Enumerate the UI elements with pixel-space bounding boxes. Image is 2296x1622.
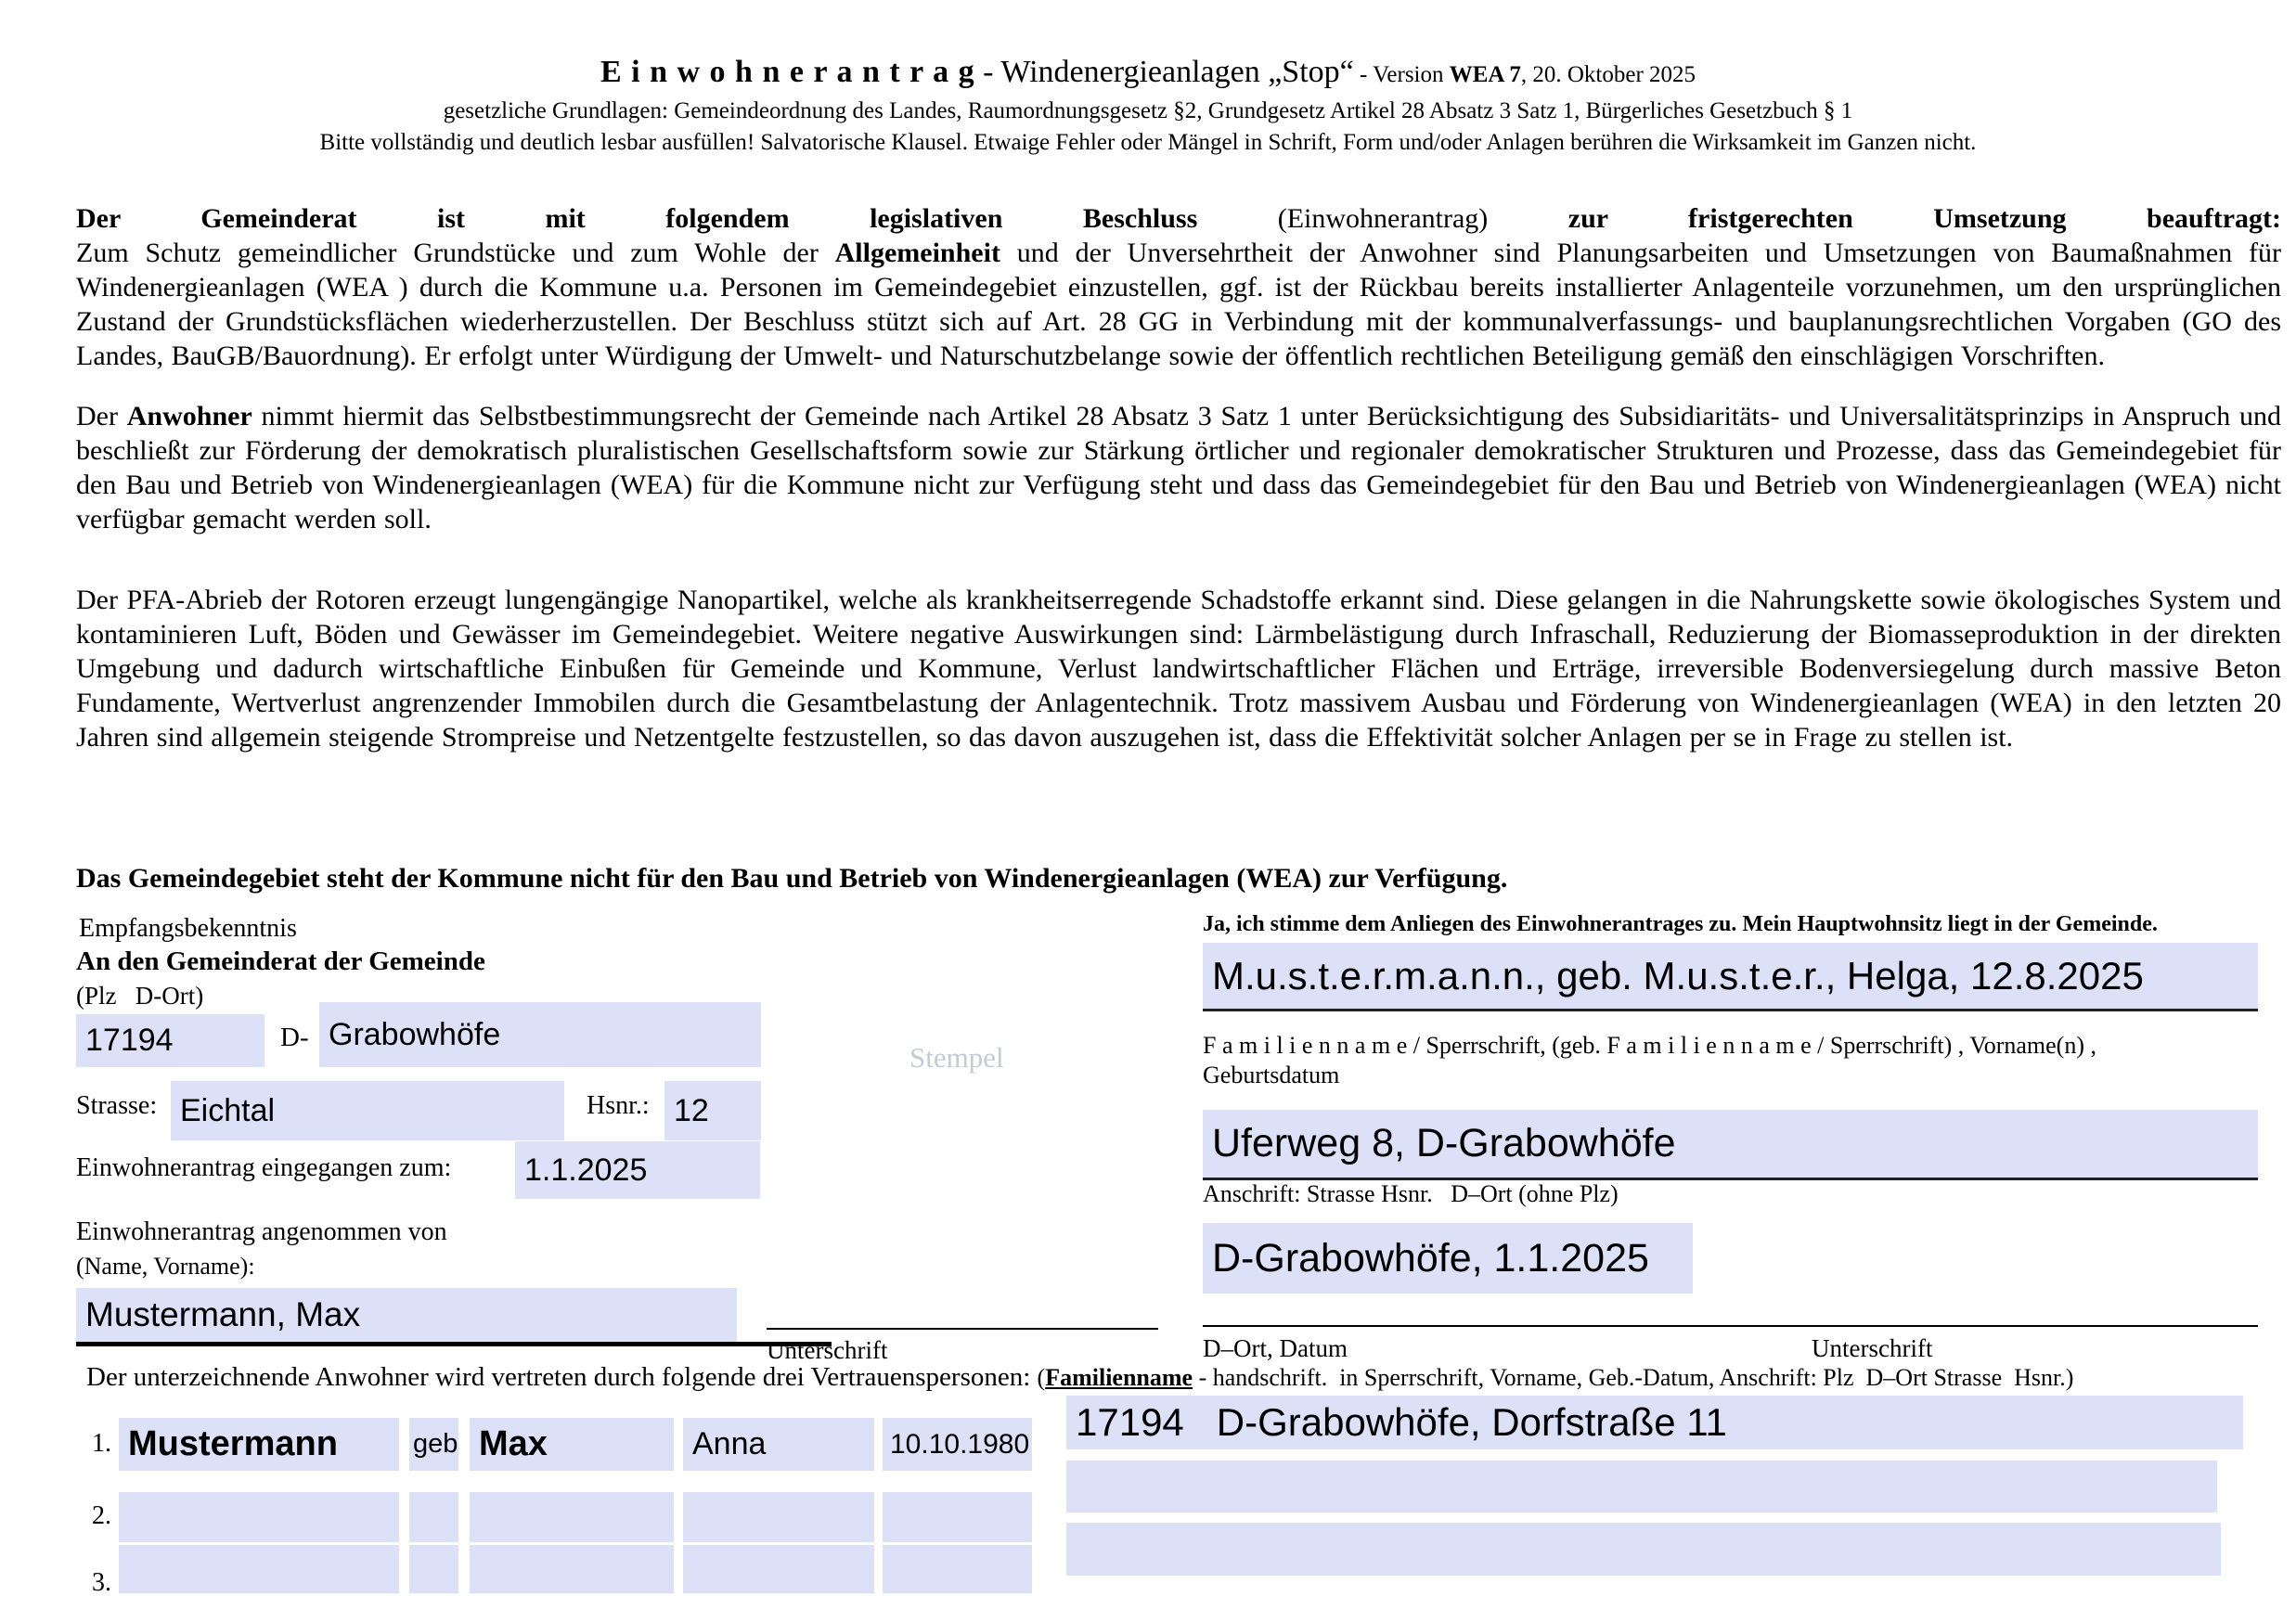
legal-basis-line: gesetzliche Grundlagen: Gemeindeordnung des Landes, Raumordnungsgesetz §2, Grundgesetz Artikel 28 Absatz 3 Satz 1, Bürgerliches Gesetzbuch § 1 (443, 98, 1853, 123)
consent-name-hint-2: Geburtsdatum (1203, 1062, 1340, 1088)
mandate-normal: (Einwohnerantrag) (1277, 203, 1489, 234)
receipt-heading: Empfangsbekenntnis (79, 914, 297, 943)
p2-text-pre: Der (76, 401, 127, 431)
right-signature-label: Unterschrift (1812, 1334, 1933, 1362)
received-date-label: Einwohnerantrag eingegangen zum: (76, 1153, 452, 1182)
p1-text-pre: Zum Schutz gemeindlicher Grundstücke und zum Wohle der (76, 238, 835, 268)
accepted-by-hint: (Name, Vorname): (76, 1253, 255, 1280)
resident-declaration-paragraph (76, 399, 2281, 536)
p2-text-bold: Anwohner (126, 401, 252, 431)
form-title (0, 52, 2296, 96)
rep-1-first-name-field[interactable] (470, 1418, 674, 1471)
fill-instructions-line: Bitte vollständig und deutlich lesbar ausfüllen! Salvatorische Klausel. Etwaige Fehler oder Mängel in Schrift, Form und/oder Anlagen berühren die Wirksamkeit im Ganzen nicht. (319, 130, 1977, 155)
rep-1-second-name-field[interactable] (683, 1418, 874, 1471)
environmental-impact-paragraph: Der PFA-Abrieb der Rotoren erzeugt lungengängige Nanopartikel, welche als krankheitserregende Schadstoffe erkannt sind. Diese gelangen in die Nahrungskette sowie ökologisches System und kontaminieren Luft, Böden und Gewässer im Gemeindegebiet. Weitere negative Auswirkungen sind: Lärmbelästigung durch Infraschall, Reduzierung der Biomasseproduktion in der direkten Umgebung und dadurch wirtschaftliche Einbußen für Gemeinde und Kommune, Verlust landwirtschaftlicher Flächen und Erträge, irreversible Bodenversiegelung durch massive Beton Fundamente, Wertverlust angrenzender Immobilen durch die Gesamtbelastung der Anlagentechnik. Trotz massivem Ausbau und Förderung von Windenergieanlagen (WEA) in den letzten 20 Jahren sind allgemein steigende Strompreise und Netzentgelte festzustellen, so das davon auszugehen ist, dass die Effektivität solcher Anlagen per se in Frage zu stellen ist. (76, 585, 2281, 753)
plz-value: 17194 (85, 1023, 174, 1058)
rep-1-geb-field[interactable] (409, 1418, 458, 1471)
rep-1-family-name-field[interactable] (119, 1418, 399, 1471)
consent-name-value: M.u.s.t.e.r.m.a.n.n., geb. M.u.s.t.e.r., Helga, 12.8.2025 (1212, 953, 2144, 998)
version-number: WEA 7 (1449, 62, 1521, 87)
title-separator: - (974, 55, 1001, 89)
consent-name-field[interactable] (1203, 943, 2258, 1011)
plz-ort-hint: (Plz D-Ort) (76, 982, 204, 1010)
rep-2-geb-field[interactable] (409, 1492, 458, 1542)
country-prefix-label: D- (280, 1023, 309, 1052)
mandate-bold-b: zur fristgerechten Umsetzung beauftragt: (1567, 203, 2281, 234)
stempel-placeholder: Stempel (909, 1041, 1004, 1074)
right-signature-line (1203, 1325, 2258, 1327)
rep-2-second-name-field[interactable] (683, 1492, 874, 1542)
representatives-intro-paren (1038, 1364, 2074, 1391)
accepted-by-field[interactable] (76, 1288, 737, 1342)
rep-1-family-name-value: Mustermann (128, 1424, 338, 1463)
consent-name-hint-1: F a m i l i e n n a m e / Sperrschrift, (geb. F a m i l i e n n a m e / Sperrschrift) , Vorname(n) , (1203, 1032, 2096, 1059)
consent-address-value: Uferweg 8, D-Grabowhöfe (1212, 1121, 1676, 1165)
rep-2-address-field[interactable] (1066, 1461, 2217, 1513)
rep-3-first-name-field[interactable] (470, 1545, 674, 1593)
familienname-bold: Familienname (1045, 1364, 1193, 1391)
rep-3-birth-date-field[interactable] (883, 1545, 1032, 1593)
consent-address-field[interactable] (1203, 1110, 2258, 1180)
strasse-field[interactable] (171, 1081, 564, 1140)
consent-statement: Ja, ich stimme dem Anliegen des Einwohnerantrages zu. Mein Hauptwohnsitz liegt in der Gemeinde. (1203, 912, 2158, 936)
plz-field[interactable] (76, 1014, 264, 1067)
version-date: , 20. Oktober 2025 (1520, 62, 1696, 87)
consent-address-hint: Anschrift: Strasse Hsnr. D–Ort (ohne Plz) (1203, 1180, 1619, 1207)
p1-text-post: und der Unversehrtheit der Anwohner sind Planungsarbeiten und Umsetzungen von Baumaßnahmen für Windenergieanlagen (WEA ) durch die Kommune u.a. Personen im Gemeindegebiet einzustellen, ggf. ist der Rückbau bereits installierter Anlagenteile vorzunehmen, um den ursprünglichen Zustand der Grundstücksflächen wiederherzustellen. Der Beschluss stützt sich auf Art. 28 GG in Verbindung mit der kommunalverfassungs- und bauplanungsrechtlichen Vorgaben (GO des Landes, BauGB/Bauordnung). Er erfolgt unter Würdigung der Umwelt- und Naturschutzbelange sowie der öffentlich rechtlichen Beteiligung gemäß den einschlägigen Vorschriften. (76, 238, 2281, 371)
rep-row-2-number: 2. (92, 1501, 111, 1530)
rep-3-address-field[interactable] (1066, 1523, 2221, 1576)
hsnr-value: 12 (674, 1092, 709, 1128)
rep-row-3-number: 3. (92, 1568, 111, 1597)
rep-1-birth-date-field[interactable] (883, 1418, 1032, 1471)
mandate-bold-a: Der Gemeinderat ist mit folgendem legislativen Beschluss (76, 203, 1198, 234)
body-text (76, 201, 2281, 754)
rep-1-second-name-value: Anna (692, 1426, 767, 1461)
rep-3-second-name-field[interactable] (683, 1545, 874, 1593)
paren-open: ( (1037, 1364, 1046, 1391)
paren-rest: - handschrift. in Sperrschrift, Vorname, Geb.-Datum, Anschrift: Plz D–Ort Strasse Hsnr.) (1193, 1364, 2074, 1391)
ort-value: Grabowhöfe (329, 1016, 501, 1052)
p1-text-bold: Allgemeinheit (834, 238, 1000, 268)
rep-2-family-name-field[interactable] (119, 1492, 399, 1542)
accepted-by-label: Einwohnerantrag angenommen von (76, 1217, 447, 1246)
representatives-intro (86, 1362, 2073, 1393)
hsnr-field[interactable] (664, 1081, 761, 1140)
addressee-label: An den Gemeinderat der Gemeinde (76, 946, 485, 976)
left-signature-label: Unterschrift (767, 1336, 888, 1364)
council-mandate-intro-line (76, 201, 2281, 236)
version-prefix: - Version (1353, 62, 1450, 87)
consent-place-date-value: D-Grabowhöfe, 1.1.2025 (1212, 1235, 1649, 1281)
form-title-main: E i n w o h n e r a n t r a g (600, 55, 975, 89)
strasse-label: Strasse: (76, 1091, 158, 1120)
left-signature-line (767, 1328, 1158, 1330)
form-header (0, 52, 2296, 159)
rep-1-first-name-value: Max (479, 1424, 548, 1463)
statement-heading: Das Gemeindegebiet steht der Kommune nicht für den Bau und Betrieb von Windenergieanlagen (WEA) zur Verfügung. (76, 863, 1508, 894)
ort-field[interactable] (319, 1002, 761, 1067)
council-mandate-paragraph (76, 236, 2281, 373)
rep-3-family-name-field[interactable] (119, 1545, 399, 1593)
rep-1-geb-value: geb (413, 1429, 458, 1459)
accepted-by-value: Mustermann, Max (85, 1295, 361, 1333)
rep-1-address-value: 17194 D-Grabowhöfe, Dorfstraße 11 (1076, 1400, 1727, 1444)
received-date-field[interactable] (515, 1141, 760, 1199)
rep-1-birth-date-value: 10.10.1980 (890, 1428, 1030, 1460)
rep-1-address-field[interactable] (1066, 1396, 2243, 1449)
p2-text-post: nimmt hiermit das Selbstbestimmungsrecht der Gemeinde nach Artikel 28 Absatz 3 Satz 1 unter Berücksichtigung des Subsidiaritäts- und Universalitätsprinzips in Anspruch und beschließt zur Förderung der demokratisch pluralistischen Gesellschaftsform sowie zur Stärkung örtlicher und regionaler demokratischer Strukturen und Prozesse, dass das Gemeindegebiet für den Bau und Betrieb von Windenergieanlagen (WEA) für die Kommune nicht zur Verfügung steht und dass das Gemeindegebiet für den Bau und Betrieb von Windenergieanlagen (WEA) nicht verfügbar gemacht werden soll. (76, 401, 2281, 534)
rep-row-1-number: 1. (92, 1429, 111, 1458)
rep-2-birth-date-field[interactable] (883, 1492, 1032, 1542)
representatives-intro-text: Der unterzeichnende Anwohner wird vertreten durch folgende drei Vertrauenspersonen: (86, 1362, 1038, 1392)
hsnr-label: Hsnr.: (587, 1091, 650, 1120)
received-date-value: 1.1.2025 (524, 1152, 648, 1188)
consent-place-date-field[interactable] (1203, 1223, 1693, 1294)
strasse-value: Eichtal (180, 1092, 276, 1128)
rep-3-geb-field[interactable] (409, 1545, 458, 1593)
accepted-by-underline (76, 1342, 832, 1346)
rep-2-first-name-field[interactable] (470, 1492, 674, 1542)
form-title-subtitle: Windenergieanlagen „Stop“ (1000, 55, 1354, 89)
place-date-label: D–Ort, Datum (1203, 1334, 1348, 1362)
form-version (1354, 62, 1696, 87)
